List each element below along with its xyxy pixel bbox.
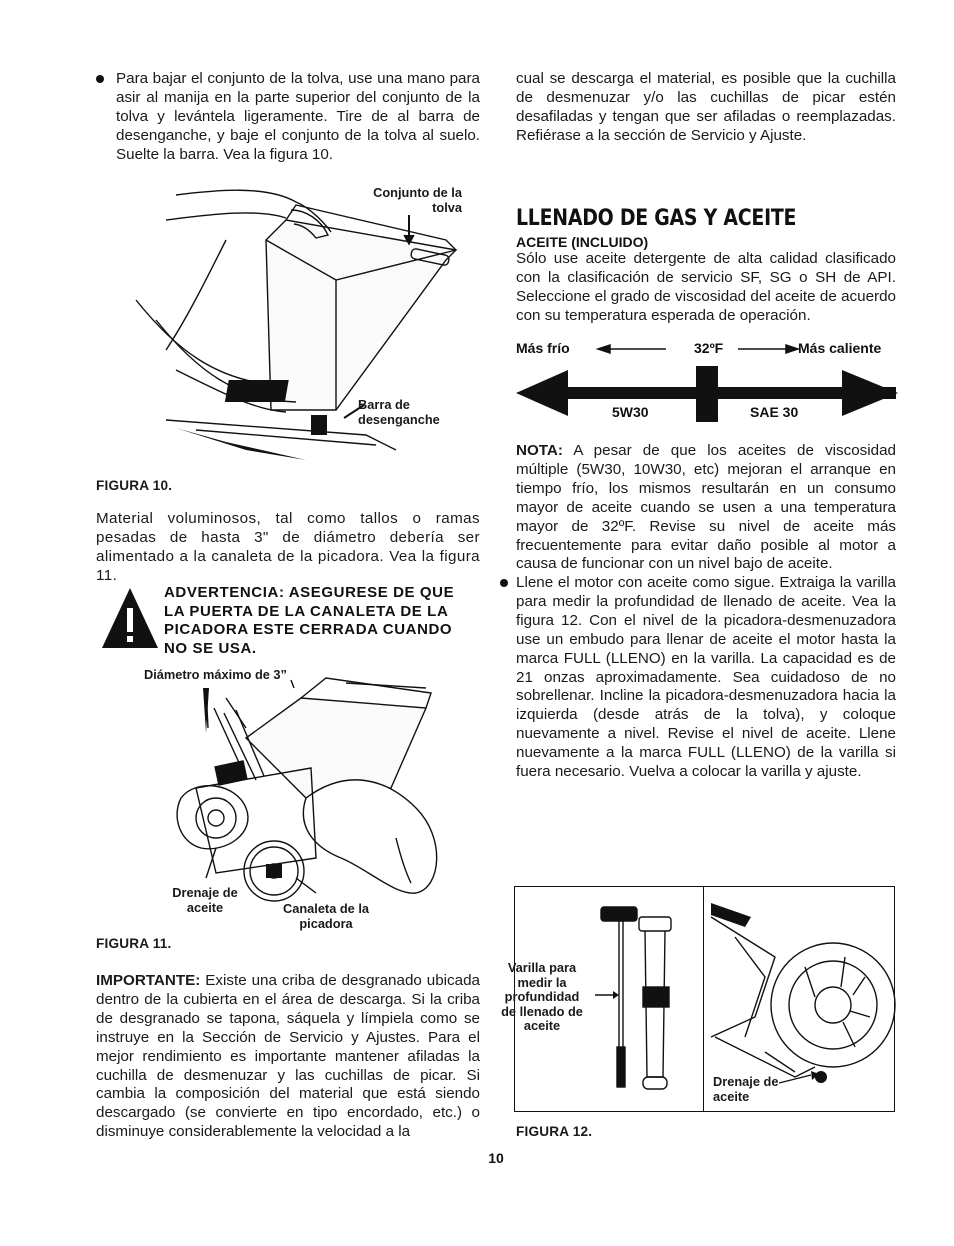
- important-label: IMPORTANTE:: [96, 972, 201, 989]
- fill-oil-paragraph: [500, 574, 896, 782]
- figure-10-illustration: [96, 180, 480, 480]
- lower-hopper-paragraph: [96, 70, 480, 165]
- oil-subheading: ACEITE (INCLUIDO): [516, 234, 649, 250]
- warning-triangle-icon: [100, 586, 160, 650]
- continued-paragraph: cual se descarga el material, es posible que la cuchilla de desmenuzar y/o las cuchillas de picar estén desafiladas y tengan que ser afiladas o reemplazadas. Refiérase a la sección de Servicio y Ajuste.: [516, 70, 896, 144]
- grade-sae30-label: SAE 30: [750, 404, 799, 420]
- important-text: Existe una criba de desgranado ubicada dentro de la cubierta en el área de descarga. Si la criba de desgranado se tapona, sáquela y límpiela como se instruye en la Sección de Servicio y Ajustes. Para el mejor rendimiento es importante mantener afiladas la cuchilla de desmenuzar y las cuchillas de picar. Si cambia la composición del material que está siendo descargado (se convierte en tipo encordado, etc.) o disminuye considerablemente la velocidad a la: [96, 972, 480, 1141]
- warning-text: ADVERTENCIA: ASEGURESE DE QUE LA PUERTA DE LA CANALETA DE LA PICADORA ESTE CERRADA CUANDO NO SE USA.: [164, 584, 455, 658]
- bullet-dot: [500, 579, 508, 587]
- figure-11-caption: FIGURA 11.: [96, 936, 172, 951]
- bulky-material-paragraph: Material voluminosos, tal como tallos o ramas pesadas de hasta 3" de diámetro debería ser alimentado a la canaleta de la picadora. Vea la figura 11.: [96, 510, 480, 584]
- grade-5w30-label: 5W30: [612, 404, 649, 420]
- figure-11-diameter-label: Diámetro máximo de 3”: [144, 667, 287, 682]
- figure-11-illustration: [96, 668, 480, 908]
- figure-10-caption: FIGURA 10.: [96, 478, 173, 493]
- temperature-viscosity-chart: [516, 340, 896, 430]
- figure-10-hopper-label: Conjunto de la tolva: [373, 185, 462, 215]
- figure-12-caption: FIGURA 12.: [516, 1124, 593, 1139]
- figure-12-frame: [501, 886, 895, 1112]
- figure-10-release-bar-label: Barra de desenganche: [358, 397, 440, 427]
- fill-oil-text: Llene el motor con aceite como sigue. Extraiga la varilla para medir la profundidad de llenado de aceite. Vea la figura 12. Con el nivel de la picadora-desmenuzadora use un embudo para llenar de aceite el motor hasta la marca FULL (LLENO) en la varilla. La capacidad es de 21 onzas aproximadamente. Sea cuidadoso de no sobrellenar. Incline la picadora-desmenuzadora hacia la izquierda (desde atrás de la tolva), y coloque nuevamente a nivel. Revise el nivel de aceite. Llene nuevamente a la marca FULL (LLENO) de la varilla si fuera necesario. Vuelva a colocar la varilla y ajuste.: [516, 574, 896, 781]
- hotter-label: Más caliente: [798, 340, 882, 356]
- section-heading: LLENADO DE GAS Y ACEITE: [516, 206, 797, 231]
- important-paragraph: [96, 972, 480, 1142]
- figure-11-oil-drain-label: Drenaje de aceite: [172, 885, 238, 915]
- figure-12-oil-drain-label: Drenaje de aceite: [713, 1074, 779, 1104]
- bullet-dot: [96, 75, 104, 83]
- figure-11-chute-label: Canaleta de la picadora: [282, 901, 370, 931]
- freezing-temp-label: 32ºF: [694, 340, 724, 356]
- figure-10: [96, 180, 480, 493]
- note-paragraph: [516, 442, 896, 574]
- page-number: 10: [488, 1150, 504, 1166]
- warning-block: [100, 584, 480, 658]
- lower-hopper-text: Para bajar el conjunto de la tolva, use una mano para asir al manija en la parte superior del conjunto de la tolva y levántela ligeramente. Tire de al barra de desenganche, y baje el conjunto de la tolva al suelo. Suelte la barra. Vea la figura 10.: [116, 70, 480, 163]
- dipstick-label: Varilla para medir la profundidad de llenado de aceite: [501, 960, 583, 1033]
- figure-11: [96, 667, 480, 951]
- oil-paragraph: Sólo use aceite detergente de alta calidad clasificado con la clasificación de servicio SF, SG o SH de API. Seleccione el grado de viscosidad del aceite de acuerdo con su temperatura esperada de operación.: [516, 250, 896, 324]
- note-label: NOTA:: [516, 442, 563, 459]
- colder-label: Más frío: [516, 340, 570, 356]
- viscosity-arrow-graphic: [516, 340, 896, 430]
- note-text: A pesar de que los aceites de viscosidad múltiple (5W30, 10W30, etc) mejoran el arranque en tiempo frío, los mismos resultarán en un consumo mayor de aceite cuando se usen a una temperatura mayor de 32ºF. Revise su nivel de aceite más frecuentemente para evitar daño posible al motor a causa de funcionar con un nivel bajo de aceite.: [516, 442, 896, 573]
